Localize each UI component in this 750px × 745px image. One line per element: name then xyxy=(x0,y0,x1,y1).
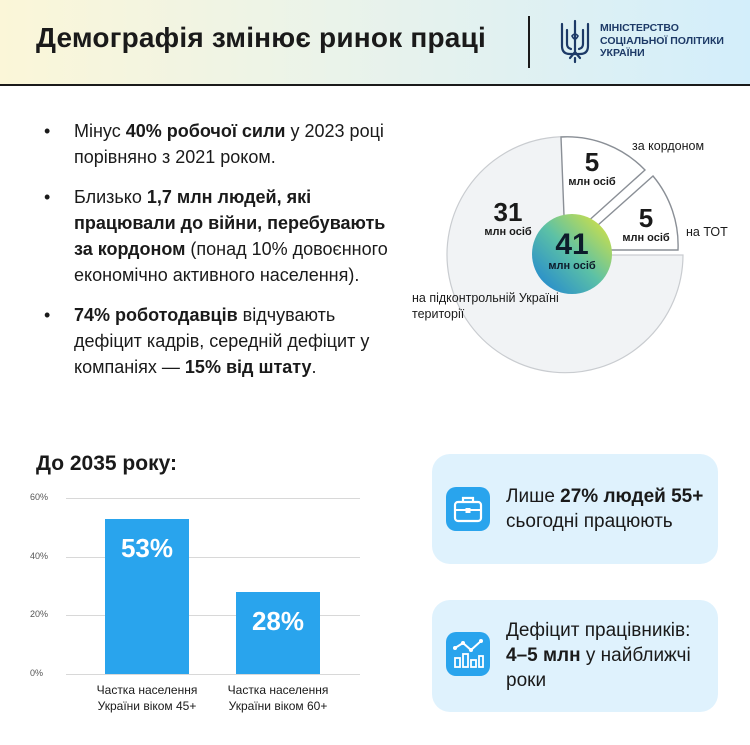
x-category-label xyxy=(77,682,217,714)
controlled-label: на підконтрольній Україні території xyxy=(412,291,559,321)
trident-emblem-icon xyxy=(558,18,592,64)
card-text-part: у найближчі роки xyxy=(506,645,691,691)
key-fact-item xyxy=(44,302,404,380)
abroad-value xyxy=(562,148,622,188)
y-tick-label: 20% xyxy=(30,609,49,620)
center-unit: млн осіб xyxy=(548,260,596,272)
key-facts-list xyxy=(44,118,404,394)
abroad-label: за кордоном xyxy=(632,139,705,153)
occupied-value xyxy=(616,204,676,244)
chart-icon xyxy=(446,632,490,676)
y-tick-label: 60% xyxy=(30,492,49,502)
briefcase-icon xyxy=(446,487,490,531)
fact-text: (понад 10% довоєнного економічно активного населення). xyxy=(74,239,388,285)
occupied-number: 5 xyxy=(638,203,654,233)
fact-highlight: 1,7 млн людей, які працювали до війни, перебувають за кордоном xyxy=(74,187,386,259)
key-fact-item xyxy=(44,184,404,288)
gridline xyxy=(66,674,360,675)
card-text-part: Дефіцит працівників: xyxy=(506,620,691,641)
fact-highlight: 15% від штату xyxy=(184,357,312,377)
fact-text: Мінус xyxy=(74,121,126,141)
card-highlight: 4–5 млн xyxy=(506,645,581,666)
controlled-value xyxy=(478,198,538,238)
age-share-bar-chart xyxy=(30,490,370,720)
card-text-part: сьогодні працюють xyxy=(506,511,673,532)
x-category-label-line: Частка населення xyxy=(227,683,329,697)
controlled-unit: млн осіб xyxy=(484,226,532,238)
fact-text: Близько xyxy=(74,187,147,207)
center-number: 41 xyxy=(555,228,589,261)
fact-highlight: 74% роботодавців xyxy=(74,305,238,325)
card-text xyxy=(506,484,706,534)
card-highlight: 27% людей 55+ xyxy=(560,486,704,507)
section-title: До 2035 року: xyxy=(36,452,177,475)
fact-highlight: 40% робочої сили xyxy=(125,121,286,141)
info-card-deficit xyxy=(432,600,718,712)
fact-text: відчувають дефіцит кадрів, середній дефіцит у компаніях — xyxy=(74,305,370,377)
abroad-unit: млн осіб xyxy=(568,176,616,188)
chart-icon-badge xyxy=(446,632,490,676)
ministry-line: МІНІСТЕРСТВО xyxy=(600,22,679,34)
fact-text: у 2023 році порівняно з 2021 роком. xyxy=(74,121,384,167)
occupied-unit: млн осіб xyxy=(622,232,670,244)
x-category-label xyxy=(208,682,348,714)
center-value xyxy=(536,230,608,272)
header-divider xyxy=(528,16,530,68)
card-text xyxy=(506,618,716,693)
gridline xyxy=(66,498,360,499)
header-banner xyxy=(0,0,750,86)
card-text-part: Лише xyxy=(506,486,561,507)
page-title: Демографія змінює ринок праці xyxy=(36,22,486,53)
bar-value-label: 53% xyxy=(120,532,174,563)
ministry-line: УКРАЇНИ xyxy=(600,47,645,59)
abroad-number: 5 xyxy=(584,147,600,177)
x-category-label-line: України віком 60+ xyxy=(228,699,328,713)
ministry-name xyxy=(600,22,724,60)
briefcase-icon-badge xyxy=(446,487,490,531)
fact-text: . xyxy=(311,357,317,377)
key-fact-item xyxy=(44,118,404,170)
population-ring-chart xyxy=(412,112,740,392)
x-category-label-line: України віком 45+ xyxy=(97,699,197,713)
bar-value-label: 28% xyxy=(251,605,305,636)
x-category-label-line: Частка населення xyxy=(96,683,198,697)
info-card-employment xyxy=(432,454,718,564)
y-tick-label: 40% xyxy=(30,550,49,561)
controlled-number: 31 xyxy=(493,197,523,227)
ministry-line: СОЦІАЛЬНОЇ ПОЛІТИКИ xyxy=(600,34,724,47)
occupied-label: на ТОТ xyxy=(686,225,728,239)
y-tick-label: 0% xyxy=(30,668,44,678)
